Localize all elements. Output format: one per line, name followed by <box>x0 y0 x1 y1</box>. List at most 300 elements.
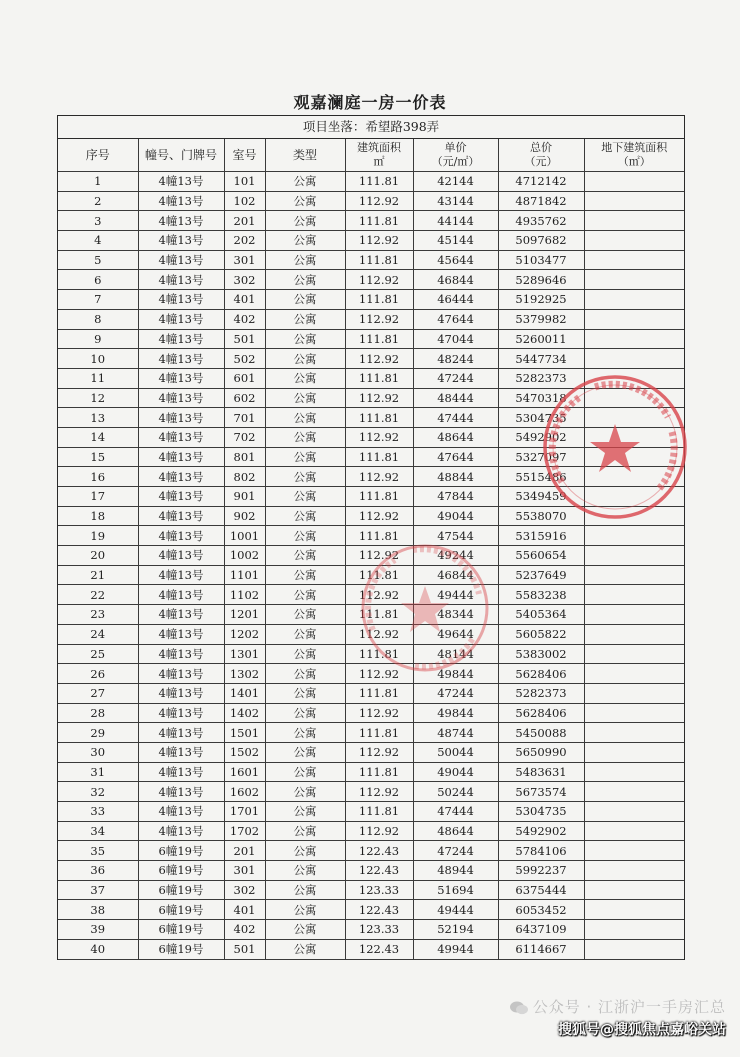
cell-room: 401 <box>224 290 265 310</box>
price-sheet <box>57 115 685 960</box>
cell-seq: 7 <box>58 290 138 310</box>
cell-underground <box>584 388 684 408</box>
table-body <box>58 172 684 960</box>
cell-area: 111.81 <box>345 802 413 822</box>
cell-building: 4幢13号 <box>138 644 224 664</box>
cell-building: 4幢13号 <box>138 487 224 507</box>
cell-room: 1102 <box>224 585 265 605</box>
cell-unit-price: 48744 <box>413 723 498 743</box>
table-row <box>58 802 684 822</box>
cell-room: 701 <box>224 408 265 428</box>
cell-area: 122.43 <box>345 841 413 861</box>
document-title: 观嘉澜庭一房一价表 <box>293 93 447 112</box>
cell-unit-price: 48344 <box>413 605 498 625</box>
cell-seq: 22 <box>58 585 138 605</box>
cell-type: 公寓 <box>265 900 345 920</box>
cell-room: 1302 <box>224 664 265 684</box>
header-room: 室号 <box>224 139 265 172</box>
cell-total: 5304735 <box>498 408 584 428</box>
cell-building: 6幢19号 <box>138 880 224 900</box>
table-row <box>58 270 684 290</box>
cell-seq: 13 <box>58 408 138 428</box>
cell-total: 4712142 <box>498 172 584 192</box>
header-building: 幢号、门牌号 <box>138 139 224 172</box>
cell-seq: 9 <box>58 329 138 349</box>
cell-building: 4幢13号 <box>138 309 224 329</box>
cell-total: 5492902 <box>498 821 584 841</box>
cell-area: 111.81 <box>345 762 413 782</box>
table-row <box>58 683 684 703</box>
cell-underground <box>584 742 684 762</box>
cell-unit-price: 45644 <box>413 250 498 270</box>
table-row <box>58 565 684 585</box>
cell-area: 112.92 <box>345 349 413 369</box>
cell-total: 6375444 <box>498 880 584 900</box>
cell-building: 6幢19号 <box>138 841 224 861</box>
cell-room: 702 <box>224 427 265 447</box>
cell-room: 1401 <box>224 683 265 703</box>
cell-room: 602 <box>224 388 265 408</box>
cell-area: 123.33 <box>345 880 413 900</box>
cell-unit-price: 47244 <box>413 368 498 388</box>
cell-seq: 29 <box>58 723 138 743</box>
cell-area: 112.92 <box>345 467 413 487</box>
cell-total: 6437109 <box>498 920 584 940</box>
cell-unit-price: 47244 <box>413 683 498 703</box>
cell-seq: 36 <box>58 861 138 881</box>
table-row <box>58 585 684 605</box>
cell-total: 5605822 <box>498 624 584 644</box>
cell-building: 6幢19号 <box>138 939 224 959</box>
cell-room: 1602 <box>224 782 265 802</box>
cell-unit-price: 47444 <box>413 408 498 428</box>
cell-underground <box>584 447 684 467</box>
cell-type: 公寓 <box>265 546 345 566</box>
table-row <box>58 506 684 526</box>
cell-unit-price: 48944 <box>413 861 498 881</box>
cell-total: 5492902 <box>498 427 584 447</box>
cell-total: 5784106 <box>498 841 584 861</box>
header-unit-price-unit: （元/㎡） <box>431 155 480 168</box>
header-underground-label: 地下建筑面积 <box>601 141 668 154</box>
cell-seq: 17 <box>58 487 138 507</box>
table-row <box>58 939 684 959</box>
cell-total: 5327097 <box>498 447 584 467</box>
cell-area: 111.81 <box>345 526 413 546</box>
cell-underground <box>584 861 684 881</box>
table-row <box>58 349 684 369</box>
table-row <box>58 880 684 900</box>
cell-underground <box>584 368 684 388</box>
cell-building: 4幢13号 <box>138 349 224 369</box>
cell-seq: 5 <box>58 250 138 270</box>
cell-total: 5260011 <box>498 329 584 349</box>
cell-unit-price: 49044 <box>413 506 498 526</box>
project-location: 项目坐落：希望路398弄 <box>58 116 684 139</box>
cell-unit-price: 47444 <box>413 802 498 822</box>
cell-unit-price: 46444 <box>413 290 498 310</box>
cell-seq: 2 <box>58 191 138 211</box>
cell-type: 公寓 <box>265 880 345 900</box>
cell-building: 4幢13号 <box>138 585 224 605</box>
cell-unit-price: 49444 <box>413 585 498 605</box>
cell-seq: 19 <box>58 526 138 546</box>
cell-unit-price: 46844 <box>413 565 498 585</box>
cell-underground <box>584 250 684 270</box>
table-row <box>58 782 684 802</box>
table-row <box>58 664 684 684</box>
cell-area: 111.81 <box>345 250 413 270</box>
cell-area: 111.81 <box>345 723 413 743</box>
cell-unit-price: 44144 <box>413 211 498 231</box>
cell-area: 122.43 <box>345 900 413 920</box>
cell-building: 4幢13号 <box>138 664 224 684</box>
cell-room: 1201 <box>224 605 265 625</box>
cell-area: 122.43 <box>345 939 413 959</box>
cell-room: 201 <box>224 211 265 231</box>
cell-area: 112.92 <box>345 506 413 526</box>
cell-type: 公寓 <box>265 329 345 349</box>
table-row <box>58 762 684 782</box>
cell-area: 112.92 <box>345 821 413 841</box>
cell-building: 4幢13号 <box>138 742 224 762</box>
cell-type: 公寓 <box>265 270 345 290</box>
cell-underground <box>584 408 684 428</box>
cell-room: 1702 <box>224 821 265 841</box>
cell-underground <box>584 565 684 585</box>
cell-area: 123.33 <box>345 920 413 940</box>
cell-underground <box>584 802 684 822</box>
cell-type: 公寓 <box>265 349 345 369</box>
cell-total: 6053452 <box>498 900 584 920</box>
cell-unit-price: 49844 <box>413 664 498 684</box>
cell-seq: 12 <box>58 388 138 408</box>
cell-building: 4幢13号 <box>138 447 224 467</box>
cell-building: 4幢13号 <box>138 821 224 841</box>
cell-underground <box>584 546 684 566</box>
table-row <box>58 329 684 349</box>
cell-unit-price: 47844 <box>413 487 498 507</box>
table-row <box>58 388 684 408</box>
table-row <box>58 723 684 743</box>
table-row <box>58 309 684 329</box>
cell-building: 4幢13号 <box>138 368 224 388</box>
cell-area: 112.92 <box>345 309 413 329</box>
cell-seq: 4 <box>58 231 138 251</box>
cell-unit-price: 49644 <box>413 624 498 644</box>
cell-seq: 30 <box>58 742 138 762</box>
cell-total: 5560654 <box>498 546 584 566</box>
cell-underground <box>584 880 684 900</box>
header-total-label: 总价 <box>530 141 552 154</box>
cell-room: 1501 <box>224 723 265 743</box>
cell-seq: 25 <box>58 644 138 664</box>
table-row <box>58 644 684 664</box>
cell-building: 4幢13号 <box>138 605 224 625</box>
cell-building: 4幢13号 <box>138 329 224 349</box>
cell-unit-price: 50044 <box>413 742 498 762</box>
cell-building: 4幢13号 <box>138 802 224 822</box>
table-row <box>58 920 684 940</box>
cell-total: 5237649 <box>498 565 584 585</box>
cell-building: 4幢13号 <box>138 762 224 782</box>
cell-building: 4幢13号 <box>138 624 224 644</box>
cell-underground <box>584 526 684 546</box>
cell-room: 801 <box>224 447 265 467</box>
cell-unit-price: 49944 <box>413 939 498 959</box>
cell-type: 公寓 <box>265 565 345 585</box>
cell-building: 4幢13号 <box>138 526 224 546</box>
cell-room: 301 <box>224 250 265 270</box>
cell-type: 公寓 <box>265 624 345 644</box>
cell-area: 111.81 <box>345 565 413 585</box>
cell-type: 公寓 <box>265 309 345 329</box>
table-row <box>58 742 684 762</box>
cell-unit-price: 51694 <box>413 880 498 900</box>
cell-building: 4幢13号 <box>138 683 224 703</box>
cell-room: 1601 <box>224 762 265 782</box>
cell-unit-price: 49244 <box>413 546 498 566</box>
cell-unit-price: 43144 <box>413 191 498 211</box>
cell-room: 1301 <box>224 644 265 664</box>
cell-area: 112.92 <box>345 703 413 723</box>
cell-building: 4幢13号 <box>138 546 224 566</box>
table-row <box>58 191 684 211</box>
cell-type: 公寓 <box>265 290 345 310</box>
cell-total: 5450088 <box>498 723 584 743</box>
cell-seq: 6 <box>58 270 138 290</box>
cell-total: 5650990 <box>498 742 584 762</box>
cell-building: 4幢13号 <box>138 290 224 310</box>
cell-underground <box>584 664 684 684</box>
cell-seq: 39 <box>58 920 138 940</box>
cell-underground <box>584 821 684 841</box>
watermark-line1 <box>509 996 726 1017</box>
cell-area: 111.81 <box>345 605 413 625</box>
cell-total: 5538070 <box>498 506 584 526</box>
cell-unit-price: 50244 <box>413 782 498 802</box>
cell-type: 公寓 <box>265 841 345 861</box>
cell-type: 公寓 <box>265 782 345 802</box>
cell-area: 111.81 <box>345 487 413 507</box>
cell-total: 6114667 <box>498 939 584 959</box>
cell-unit-price: 42144 <box>413 172 498 192</box>
watermark <box>509 996 726 1039</box>
cell-underground <box>584 939 684 959</box>
cell-type: 公寓 <box>265 920 345 940</box>
cell-underground <box>584 624 684 644</box>
cell-building: 4幢13号 <box>138 231 224 251</box>
cell-underground <box>584 605 684 625</box>
cell-unit-price: 49044 <box>413 762 498 782</box>
cell-unit-price: 47644 <box>413 309 498 329</box>
cell-seq: 38 <box>58 900 138 920</box>
cell-type: 公寓 <box>265 408 345 428</box>
cell-underground <box>584 329 684 349</box>
cell-underground <box>584 349 684 369</box>
cell-room: 1101 <box>224 565 265 585</box>
table-header-row <box>58 139 684 172</box>
cell-building: 4幢13号 <box>138 270 224 290</box>
cell-seq: 37 <box>58 880 138 900</box>
cell-building: 4幢13号 <box>138 703 224 723</box>
cell-building: 6幢19号 <box>138 920 224 940</box>
cell-underground <box>584 467 684 487</box>
cell-type: 公寓 <box>265 506 345 526</box>
cell-unit-price: 47044 <box>413 329 498 349</box>
cell-total: 5304735 <box>498 802 584 822</box>
cell-room: 1202 <box>224 624 265 644</box>
cell-underground <box>584 309 684 329</box>
cell-type: 公寓 <box>265 939 345 959</box>
cell-seq: 26 <box>58 664 138 684</box>
cell-total: 5405364 <box>498 605 584 625</box>
cell-room: 802 <box>224 467 265 487</box>
table-row <box>58 900 684 920</box>
cell-type: 公寓 <box>265 723 345 743</box>
cell-underground <box>584 172 684 192</box>
cell-room: 601 <box>224 368 265 388</box>
cell-total: 5470318 <box>498 388 584 408</box>
watermark-line2: 搜狐号@搜狐焦点嘉峪关站 <box>558 1022 726 1038</box>
cell-type: 公寓 <box>265 250 345 270</box>
cell-seq: 28 <box>58 703 138 723</box>
cell-total: 5349459 <box>498 487 584 507</box>
cell-room: 102 <box>224 191 265 211</box>
cell-building: 4幢13号 <box>138 408 224 428</box>
cell-underground <box>584 506 684 526</box>
cell-building: 4幢13号 <box>138 388 224 408</box>
cell-unit-price: 47244 <box>413 841 498 861</box>
cell-area: 112.92 <box>345 427 413 447</box>
cell-total: 5483631 <box>498 762 584 782</box>
cell-total: 5583238 <box>498 585 584 605</box>
cell-total: 5673574 <box>498 782 584 802</box>
cell-underground <box>584 290 684 310</box>
cell-area: 112.92 <box>345 388 413 408</box>
cell-unit-price: 48644 <box>413 427 498 447</box>
table-row <box>58 841 684 861</box>
table-row <box>58 467 684 487</box>
table-row <box>58 526 684 546</box>
cell-unit-price: 47644 <box>413 447 498 467</box>
cell-area: 112.92 <box>345 664 413 684</box>
cell-room: 501 <box>224 939 265 959</box>
cell-building: 4幢13号 <box>138 191 224 211</box>
cell-underground <box>584 211 684 231</box>
cell-type: 公寓 <box>265 664 345 684</box>
cell-seq: 16 <box>58 467 138 487</box>
header-type: 类型 <box>265 139 345 172</box>
cell-total: 5515486 <box>498 467 584 487</box>
cell-underground <box>584 782 684 802</box>
cell-total: 5103477 <box>498 250 584 270</box>
cell-seq: 32 <box>58 782 138 802</box>
cell-seq: 34 <box>58 821 138 841</box>
cell-total: 5628406 <box>498 703 584 723</box>
cell-seq: 40 <box>58 939 138 959</box>
cell-underground <box>584 723 684 743</box>
cell-total: 5383002 <box>498 644 584 664</box>
cell-type: 公寓 <box>265 172 345 192</box>
cell-underground <box>584 683 684 703</box>
table-row <box>58 624 684 644</box>
cell-type: 公寓 <box>265 821 345 841</box>
cell-unit-price: 45144 <box>413 231 498 251</box>
cell-room: 302 <box>224 270 265 290</box>
cell-area: 112.92 <box>345 782 413 802</box>
cell-room: 402 <box>224 309 265 329</box>
cell-underground <box>584 270 684 290</box>
cell-underground <box>584 703 684 723</box>
cell-underground <box>584 191 684 211</box>
cell-total: 5282373 <box>498 683 584 703</box>
cell-type: 公寓 <box>265 703 345 723</box>
cell-area: 111.81 <box>345 329 413 349</box>
cell-seq: 18 <box>58 506 138 526</box>
cell-total: 5315916 <box>498 526 584 546</box>
cell-total: 4871842 <box>498 191 584 211</box>
table-row <box>58 368 684 388</box>
cell-room: 301 <box>224 861 265 881</box>
cell-underground <box>584 585 684 605</box>
cell-type: 公寓 <box>265 427 345 447</box>
cell-room: 402 <box>224 920 265 940</box>
cell-unit-price: 52194 <box>413 920 498 940</box>
cell-seq: 35 <box>58 841 138 861</box>
cell-room: 202 <box>224 231 265 251</box>
cell-type: 公寓 <box>265 368 345 388</box>
cell-type: 公寓 <box>265 211 345 231</box>
cell-total: 5379982 <box>498 309 584 329</box>
cell-type: 公寓 <box>265 487 345 507</box>
watermark-line1-text: 公众号 · 江浙沪一手房汇总 <box>532 998 726 1016</box>
cell-unit-price: 48244 <box>413 349 498 369</box>
cell-unit-price: 46844 <box>413 270 498 290</box>
table-row <box>58 487 684 507</box>
cell-unit-price: 48844 <box>413 467 498 487</box>
table-row <box>58 861 684 881</box>
cell-unit-price: 48644 <box>413 821 498 841</box>
cell-area: 112.92 <box>345 191 413 211</box>
cell-room: 1002 <box>224 546 265 566</box>
cell-building: 4幢13号 <box>138 506 224 526</box>
cell-unit-price: 48444 <box>413 388 498 408</box>
cell-underground <box>584 231 684 251</box>
header-total-unit: （元） <box>524 155 558 168</box>
cell-total: 5289646 <box>498 270 584 290</box>
cell-unit-price: 48144 <box>413 644 498 664</box>
cell-area: 111.81 <box>345 447 413 467</box>
cell-area: 111.81 <box>345 408 413 428</box>
cell-type: 公寓 <box>265 467 345 487</box>
cell-area: 112.92 <box>345 585 413 605</box>
cell-seq: 20 <box>58 546 138 566</box>
header-underground <box>584 139 684 172</box>
cell-building: 4幢13号 <box>138 250 224 270</box>
cell-building: 4幢13号 <box>138 565 224 585</box>
wechat-icon <box>509 1000 529 1016</box>
cell-area: 111.81 <box>345 368 413 388</box>
cell-underground <box>584 920 684 940</box>
table-row <box>58 211 684 231</box>
cell-room: 401 <box>224 900 265 920</box>
cell-total: 5447734 <box>498 349 584 369</box>
cell-area: 111.81 <box>345 290 413 310</box>
cell-room: 902 <box>224 506 265 526</box>
header-seq: 序号 <box>58 139 138 172</box>
table-row <box>58 172 684 192</box>
